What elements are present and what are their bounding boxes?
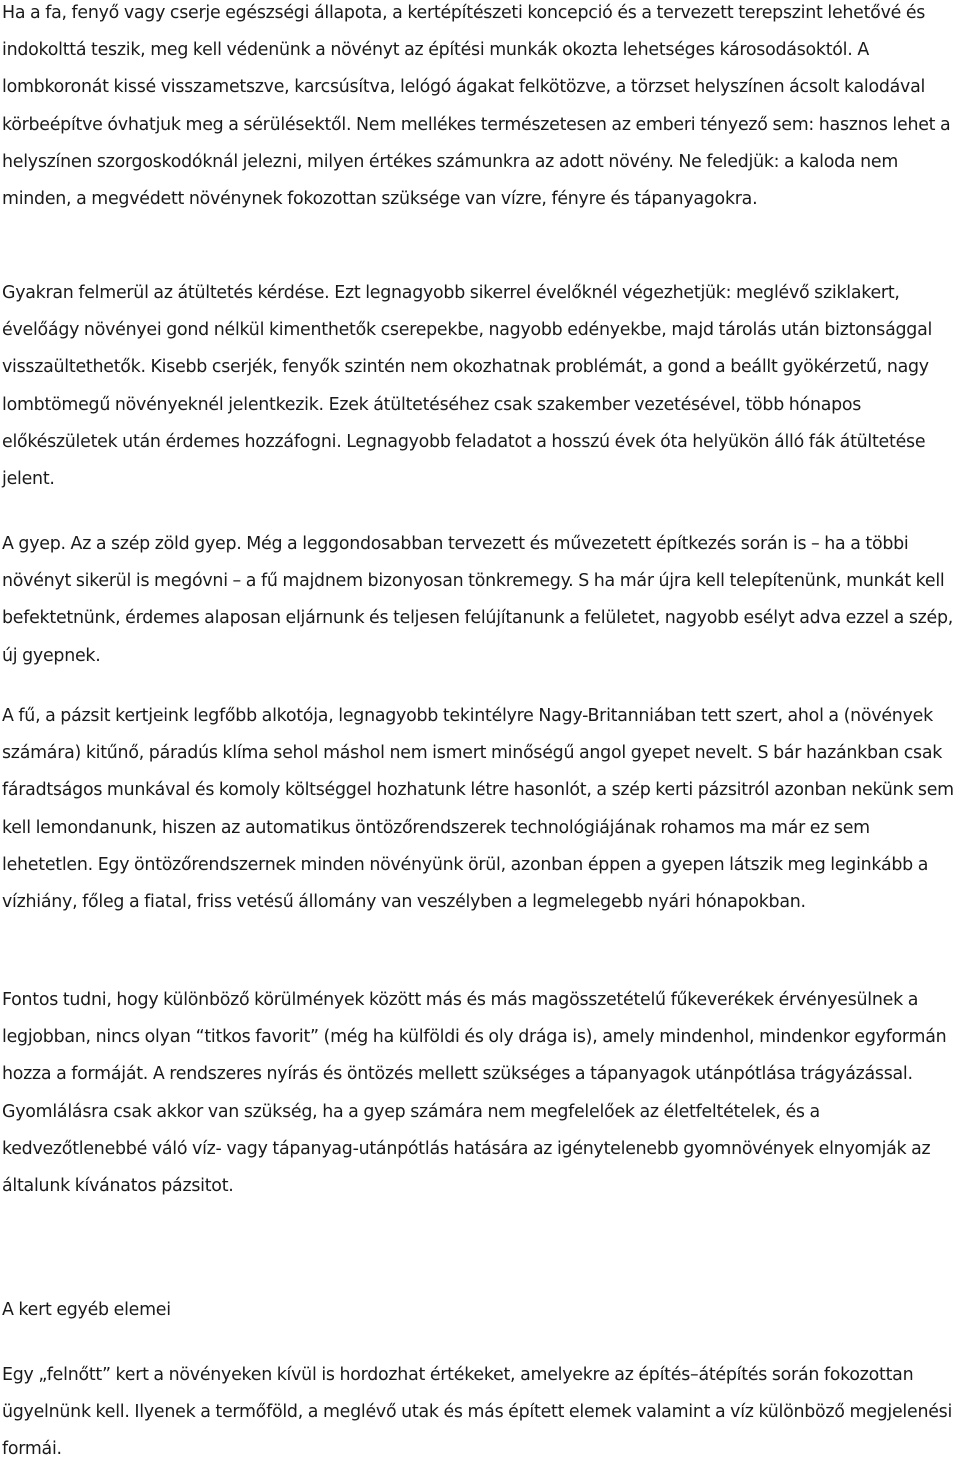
section-heading: A kert egyéb elemei <box>2 1300 171 1320</box>
paragraph-lawn-britain: A fű, a pázsit kertjeink legfőbb alkotója, legnagyobb tekintélyre Nagy-Britanniában tett szert, ahol a (növények számára) kitűnő, páradús klíma sehol máshol nem ismert minőségű angol gyepet nevelt. S bár hazánkban csak fáradtságos munkával és komoly költséggel hozhatunk létre hasonlót, a szép kerti pázsitról azonban nekünk sem kell lemondanunk, hiszen az automatikus öntözőrendszerek technológiájának rohamos ma már ez sem lehetetlen. Egy öntözőrendszernek minden növényünk örül, azonban éppen a gyepen látszik meg leginkább a vízhiány, főleg a fiatal, friss vetésű állomány van veszélyben a legmelegebb nyári hónapokban. <box>2 706 954 913</box>
paragraph-lawn-mixtures: Fontos tudni, hogy különböző körülmények között más és más magösszetételű fűkeverékek érvényesülnek a legjobban, nincs olyan “titkos favorit” (még ha külföldi és oly drága is), amely mindenhol, mindenkor egyformán hozza a formáját. A rendszeres nyírás és öntözés mellett szükséges a tápanyagok utánpótlása trágyázással. Gyomlálásra csak akkor van szükség, ha a gyep számára nem megfelelőek az életfeltételek, és a kedvezőtlenebbé váló víz- vagy tápanyag-utánpótlás hatására az igénytelenebb gyomnövények elnyomják az általunk kívánatos pázsitot. <box>2 990 947 1197</box>
paragraph-transplanting: Gyakran felmerül az átültetés kérdése. Ezt legnagyobb sikerrel évelőknél végezhetjük: meglévő sziklakert, évelőágy növényei gond nélkül kimenthetők cserepekbe, nagyobb edényekbe, majd tárolás után biztonsággal visszaültethetők. Kisebb cserjék, fenyők szintén nem okozhatnak problémát, a gond a beállt gyökérzetű, nagy lombtömegű növényeknél jelentkezik. Ezek átültetéséhez csak szakember vezetésével, több hónapos előkészületek után érdemes hozzáfogni. Legnagyobb feladatot a hosszú évek óta helyükön álló fák átültetése jelent. <box>2 283 933 490</box>
paragraph-other-elements: Egy „felnőtt” kert a növényeken kívül is hordozhat értékeket, amelyekre az építés–átépítés során fokozottan ügyelnünk kell. Ilyenek a termőföld, a meglévő utak és más épített elemek valamint a víz különböző megjelenési formái. <box>2 1365 953 1460</box>
paragraph-lawn-intro: A gyep. Az a szép zöld gyep. Még a leggondosabban tervezett és művezetett építkezés során is – ha a többi növényt sikerül is megóvni – a fű majdnem bizonyosan tönkremegy. S ha már újra kell telepítenünk, munkát kell befektetnünk, érdemes alaposan eljárnunk és teljesen felújítanunk a felületet, nagyobb esélyt adva ezzel a szép, új gyepnek. <box>2 534 954 666</box>
paragraph-tree-protection: Ha a fa, fenyő vagy cserje egészségi állapota, a kertépítészeti koncepció és a tervezett terepszint lehetővé és indokolttá teszik, meg kell védenünk a növényt az építési munkák okozta lehetséges károsodásoktól. A lombkoronát kissé visszametszve, karcsúsítva, lelógó ágakat felkötözve, a törzset helyszínen ácsolt kalodával körbeépítve óvhatjuk meg a sérülésektől. Nem mellékes természetesen az emberi tényező sem: hasznos lehet a helyszínen szorgoskodóknál jelezni, milyen értékes számunkra az adott növény. Ne feledjük: a kaloda nem minden, a megvédett növénynek fokozottan szüksége van vízre, fényre és tápanyagokra. <box>2 3 951 210</box>
